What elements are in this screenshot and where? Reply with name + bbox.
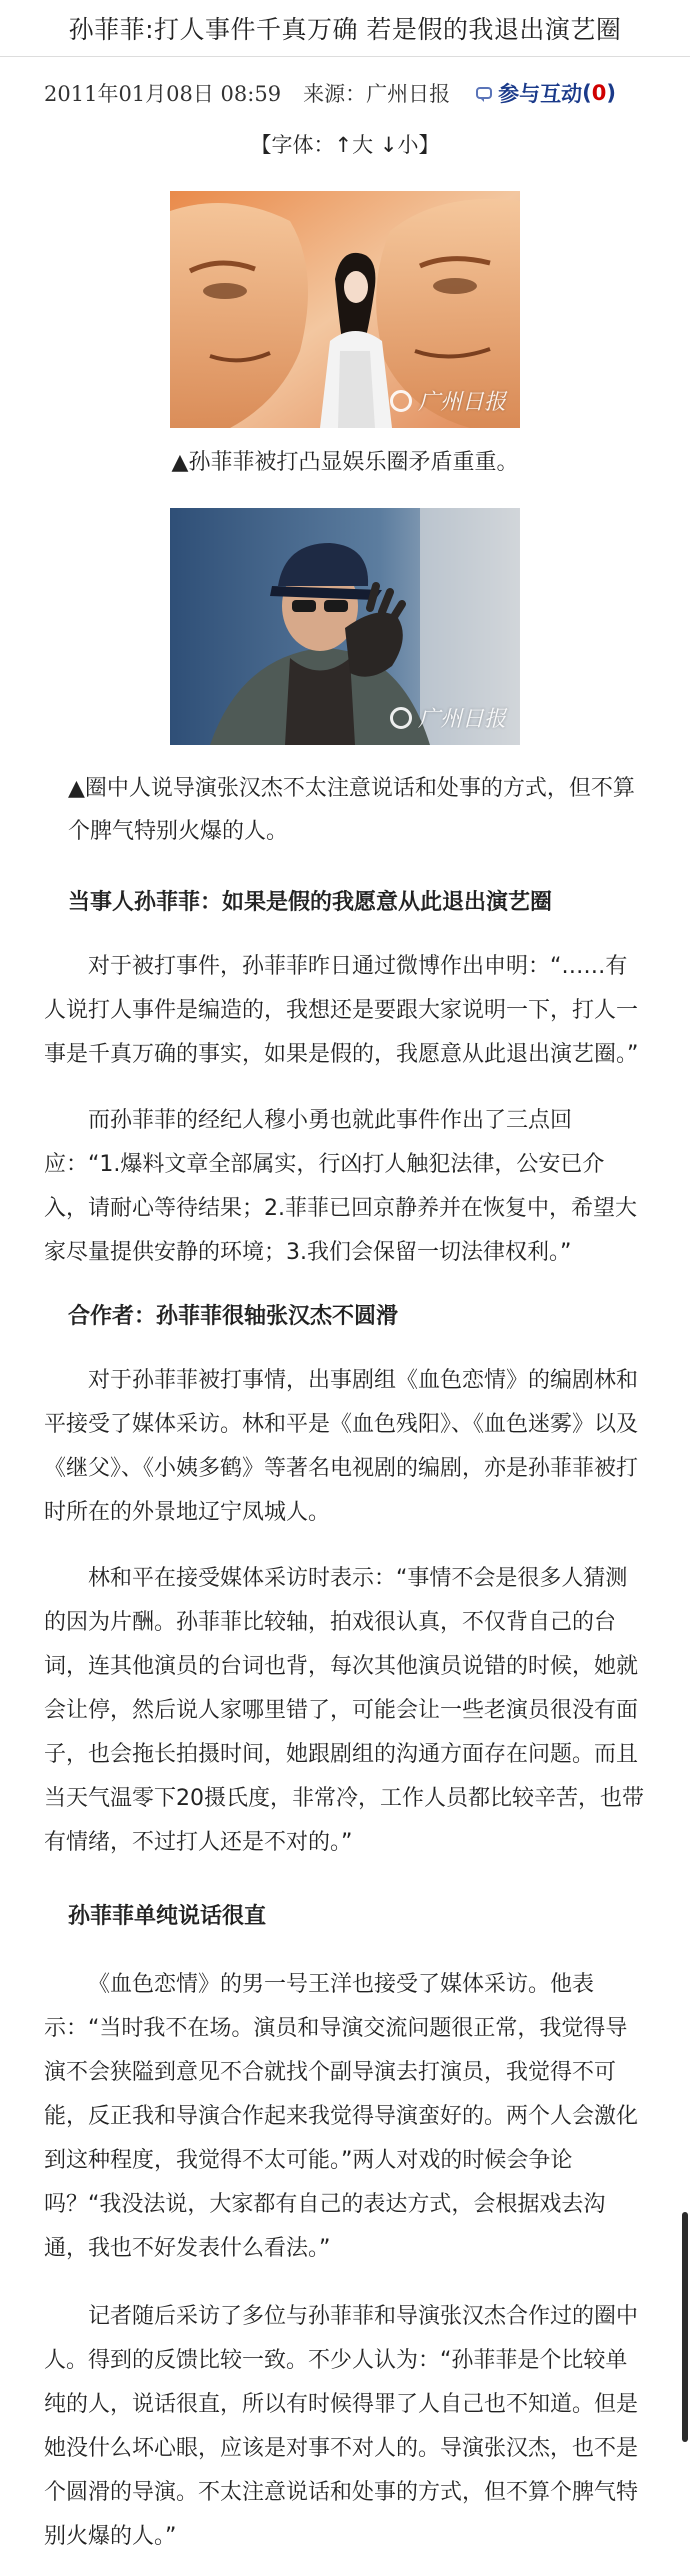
article-meta bbox=[0, 57, 690, 129]
paragraph-3: 对于孙菲菲被打事情，出事剧组《血色恋情》的编剧林和平接受了媒体采访。林和平是《血色残阳》、《血色迷雾》以及《继父》、《小姨多鹤》等著名电视剧的编剧，亦是孙菲菲被打时所在的外景地辽宁凤城人。 bbox=[44, 1368, 639, 1525]
photo-caption-1: ▲孙菲菲被打凸显娱乐圈矛盾重重。 bbox=[171, 450, 519, 475]
paragraph-6: 记者随后采访了多位与孙菲菲和导演张汉杰合作过的圈中人。得到的反馈比较一致。不少人认为：“孙菲菲是个比较单纯的人，说话很直，所以有时候得罪了人自己也不知道。但是她没什么坏心眼，应该是对事不对人的。导演张汉杰，也不是个圆滑的导演。不太注意说话和处事的方式，但不算个脾气特别火爆的人。” bbox=[44, 2304, 639, 2549]
title-bar bbox=[0, 0, 690, 57]
paragraph-1: 对于被打事件，孙菲菲昨日通过微博作出申明：“……有人说打人事件是编造的，我想还是要跟大家说明一下，打人一事是千真万确的事实，如果是假的，我愿意从此退出演艺圈。” bbox=[44, 954, 639, 1067]
subheading-2: 合作者：孙菲菲很轴张汉杰不圆滑 bbox=[68, 1304, 399, 1329]
newspaper-logo-icon bbox=[390, 707, 412, 729]
article-title: 孙菲菲:打人事件千真万确 若是假的我退出演艺圈 bbox=[68, 15, 622, 44]
font-size-prefix: 【字体： bbox=[250, 133, 335, 157]
article-source: 来源：广州日报 bbox=[303, 82, 451, 106]
scrollbar-thumb[interactable] bbox=[682, 2212, 688, 2442]
font-smaller-button[interactable]: ↓小 bbox=[379, 133, 419, 157]
interact-count-close: ) bbox=[606, 81, 616, 105]
photo-caption-2: ▲圈中人说导演张汉杰不太注意说话和处事的方式，但不算个脾气特别火爆的人。 bbox=[68, 776, 635, 844]
article-body bbox=[0, 881, 690, 2559]
newspaper-logo-icon bbox=[390, 390, 412, 412]
photo-poster bbox=[170, 191, 520, 428]
subheading-3: 孙菲菲单纯说话很直 bbox=[68, 1904, 267, 1929]
interact-link[interactable] bbox=[476, 78, 616, 108]
photo-director bbox=[170, 508, 520, 745]
photo-watermark-2 bbox=[390, 702, 506, 733]
publish-date: 2011年01月08日 08:59 bbox=[44, 82, 282, 106]
font-size-suffix: 】 bbox=[418, 133, 440, 157]
paragraph-5: 《血色恋情》的男一号王洋也接受了媒体采访。他表示：“当时我不在场。演员和导演交流问题很正常，我觉得导演不会狭隘到意见不合就找个副导演去打演员，我觉得不可能，反正我和导演合作起来我觉得导演蛮好的。两个人会激化到这种程度，我觉得不太可能。”两人对戏的时候会争论吗？“我没法说，大家都有自己的表达方式，会根据戏去沟通，我也不好发表什么看法。” bbox=[44, 1972, 639, 2261]
font-size-control bbox=[0, 129, 690, 165]
watermark-text: 广州日报 bbox=[417, 390, 506, 415]
interact-label: 参与互动 bbox=[498, 82, 583, 106]
interact-count: 0 bbox=[591, 81, 607, 105]
watermark-text-2: 广州日报 bbox=[417, 707, 506, 732]
comment-icon bbox=[476, 87, 492, 99]
font-larger-button[interactable]: ↑大 bbox=[334, 133, 374, 157]
interact-count-open: ( bbox=[582, 81, 592, 105]
paragraph-2: 而孙菲菲的经纪人穆小勇也就此事件作出了三点回应：“1.爆料文章全部属实，行凶打人触犯法律，公安已介入，请耐心等待结果；2.菲菲已回京静养并在恢复中，希望大家尽量提供安静的环境；3.我们会保留一切法律权利。” bbox=[44, 1108, 637, 1265]
photo-watermark bbox=[390, 385, 506, 416]
subheading-1: 当事人孙菲菲：如果是假的我愿意从此退出演艺圈 bbox=[68, 890, 553, 915]
paragraph-4: 林和平在接受媒体采访时表示：“事情不会是很多人猜测的因为片酬。孙菲菲比较轴，拍戏很认真，不仅背自己的台词，连其他演员的台词也背，每次其他演员说错的时候，她就会让停，然后说人家哪里错了，可能会让一些老演员很没有面子，也会拖长拍摄时间，她跟剧组的沟通方面存在问题。而且当天气温零下20摄氏度，非常冷，工作人员都比较辛苦，也带有情绪，不过打人还是不对的。” bbox=[44, 1566, 644, 1855]
